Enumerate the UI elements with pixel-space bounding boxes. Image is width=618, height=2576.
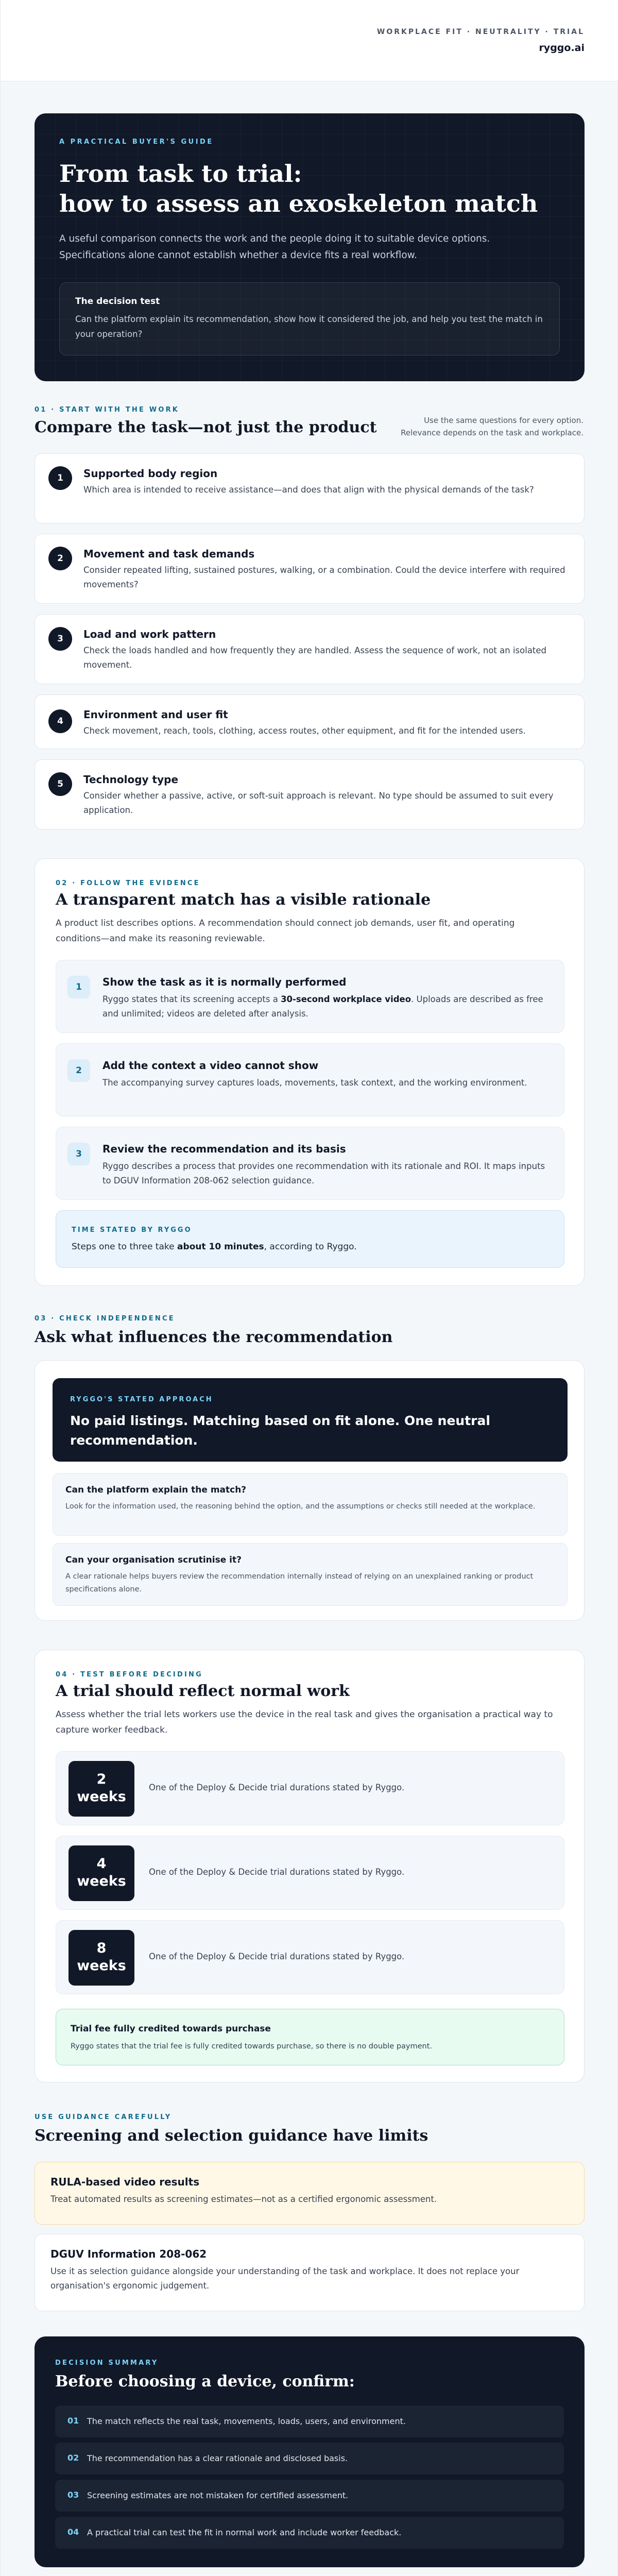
hero-lead: A useful comparison connects the work and the people doing it to suitable device options. Specifications alone cannot establish whether a device fits a real workflow.	[59, 233, 490, 261]
section5-title: Screening and selection guidance have limits	[35, 2127, 428, 2145]
section3-eyebrow: 03 · CHECK INDEPENDENCE	[35, 1315, 175, 1323]
task-title: Movement and task demands	[83, 548, 255, 560]
independence-panel	[35, 1360, 585, 1621]
summary-row-number: 03	[67, 2490, 79, 2500]
header-kicker: WORKPLACE FIT · NEUTRALITY · TRIAL	[376, 28, 585, 36]
trial-duration-number: 8	[96, 1940, 107, 1956]
evidence-step	[56, 1127, 564, 1200]
summary-row	[55, 2480, 564, 2512]
hero-title-line1: From task to trial:	[59, 160, 302, 188]
section4-eyebrow: 04 · TEST BEFORE DECIDING	[56, 1671, 203, 1679]
trial-duration-tile	[68, 1845, 134, 1901]
evidence-step-body-post: . Uploads are described as free and unlimited; videos are deleted after analysis.	[102, 994, 543, 1019]
summary-eyebrow: DECISION SUMMARY	[55, 2359, 159, 2367]
dguv-guidance-title: DGUV Information 208-062	[50, 2248, 207, 2260]
evidence-step-body	[102, 992, 551, 1021]
summary-row	[55, 2405, 564, 2437]
trial-duration-unit: weeks	[77, 1958, 126, 1974]
question-title: Can the platform explain the match?	[65, 1485, 247, 1495]
evidence-step-title: Add the context a video cannot show	[102, 1059, 319, 1072]
evidence-panel	[35, 858, 585, 1286]
section1-eyebrow: 01 · START WITH THE WORK	[35, 406, 180, 414]
evidence-step	[56, 1043, 564, 1116]
rula-guidance-body: Treat automated results as screening estimates—not as a certified ergonomic assessment.	[50, 2194, 437, 2204]
section1-note-line2: Relevance depends on the task and workplace.	[401, 428, 583, 437]
section2-eyebrow: 02 · FOLLOW THE EVIDENCE	[56, 879, 200, 887]
dguv-guidance-box	[35, 2234, 585, 2311]
hero-title-line2: how to assess an exoskeleton match	[59, 190, 538, 217]
summary-row-text: Screening estimates are not mistaken for certified assessment.	[87, 2490, 349, 2500]
hero-card	[35, 113, 585, 381]
task-body: Consider whether a passive, active, or soft-suit approach is relevant. No type should be assumed to suit every application.	[83, 791, 554, 815]
trial-duration-number: 2	[96, 1771, 107, 1787]
summary-title: Before choosing a device, confirm:	[55, 2372, 355, 2391]
summary-row-number: 01	[67, 2416, 79, 2426]
trial-panel	[35, 1650, 585, 2082]
evidence-step-number: 3	[67, 1143, 90, 1165]
evidence-step-title: Review the recommendation and its basis	[102, 1143, 346, 1155]
trial-duration-unit: weeks	[77, 1873, 126, 1889]
trial-duration-number: 4	[96, 1856, 107, 1872]
task-number: 3	[48, 627, 72, 651]
task-body: Consider repeated lifting, sustained postures, walking, or a combination. Could the device interfere with required movements?	[83, 565, 565, 589]
section1-title: Compare the task—not just the product	[35, 418, 377, 436]
evidence-step-body: Ryggo describes a process that provides one recommendation with its rationale and ROI. It maps inputs to DGUV Information 208-062 selection guidance.	[102, 1161, 545, 1185]
evidence-step-body: The accompanying survey captures loads, movements, task context, and the working environment.	[102, 1078, 527, 1088]
task-body: Check the loads handled and how frequently they are handled. Assess the sequence of work, not an isolated movement.	[83, 646, 547, 670]
evidence-step-title: Show the task as it is normally performed	[102, 976, 347, 988]
question-box	[53, 1473, 568, 1536]
task-body: Which area is intended to receive assistance—and does that align with the physical demands of the task?	[83, 485, 534, 495]
question-body: Look for the information used, the reasoning behind the option, and the assumptions or checks still needed at the workplace.	[65, 1502, 536, 1511]
task-card	[35, 534, 585, 604]
trial-duration-card	[56, 1836, 564, 1910]
trial-duration-card	[56, 1751, 564, 1825]
summary-row	[55, 2443, 564, 2475]
trial-credit-title: Trial fee fully credited towards purchase	[71, 2024, 271, 2034]
time-stated-highlight: about 10 minutes	[177, 1242, 264, 1252]
evidence-step	[56, 960, 564, 1033]
task-title: Supported body region	[83, 467, 218, 480]
stated-approach-eyebrow: RYGGO'S STATED APPROACH	[70, 1396, 213, 1403]
task-number: 2	[48, 547, 72, 570]
summary-row-text: The match reflects the real task, movements, loads, users, and environment.	[87, 2416, 406, 2426]
hero-title	[59, 159, 554, 218]
section2-lead: A product list describes options. A recommendation should connect job demands, user fit, and operating conditions—and make its reasoning reviewable.	[56, 918, 515, 944]
task-title: Load and work pattern	[83, 628, 216, 640]
time-stated-eyebrow: TIME STATED BY RYGGO	[72, 1226, 192, 1234]
stated-approach-text	[70, 1411, 544, 1450]
task-card	[35, 453, 585, 523]
task-number: 5	[48, 772, 72, 796]
section2-title: A transparent match has a visible rationale	[56, 891, 431, 909]
trial-duration-tile	[68, 1761, 134, 1817]
section5-eyebrow: USE GUIDANCE CAREFULLY	[35, 2113, 172, 2121]
summary-row-number: 02	[67, 2453, 79, 2463]
trial-duration-card	[56, 1920, 564, 1994]
summary-row-text: A practical trial can test the fit in normal work and include worker feedback.	[87, 2528, 402, 2537]
task-card	[35, 614, 585, 684]
trial-credit-body: Ryggo states that the trial fee is fully credited towards purchase, so there is no double payment.	[71, 2042, 433, 2050]
decision-summary	[35, 2336, 585, 2567]
section1-note-line1: Use the same questions for every option.	[424, 416, 583, 425]
summary-row-number: 04	[67, 2527, 79, 2537]
time-stated-pre: Steps one to three take	[72, 1242, 178, 1252]
trial-duration-desc: One of the Deploy & Decide trial durations stated by Ryggo.	[149, 1952, 405, 1961]
task-title: Technology type	[83, 773, 179, 786]
summary-row-text: The recommendation has a clear rationale and disclosed basis.	[87, 2453, 348, 2463]
task-body: Check movement, reach, tools, clothing, access routes, other equipment, and fit for the intended users.	[83, 726, 526, 736]
task-number: 4	[48, 709, 72, 733]
trial-duration-tile	[68, 1930, 134, 1986]
stated-approach-line2: recommendation.	[70, 1433, 198, 1448]
trial-credit-box	[56, 2009, 564, 2065]
question-box	[53, 1543, 568, 1606]
section4-title: A trial should reflect normal work	[56, 1682, 350, 1700]
rula-guidance-box	[35, 2162, 585, 2225]
task-card	[35, 694, 585, 749]
decision-test-body: Can the platform explain its recommendation, show how it considered the job, and help you test the match in your operation?	[75, 314, 543, 339]
evidence-step-number: 2	[67, 1059, 90, 1082]
question-title: Can your organisation scrutinise it?	[65, 1555, 242, 1565]
section1-note	[401, 414, 583, 439]
stated-approach-quote	[53, 1378, 568, 1462]
rula-guidance-title: RULA-based video results	[50, 2176, 200, 2188]
time-stated-body	[72, 1242, 357, 1252]
dguv-guidance-body: Use it as selection guidance alongside your understanding of the task and workplace. It does not replace your organisation's ergonomic judgement.	[50, 2266, 520, 2291]
section3-title: Ask what influences the recommendation	[35, 1328, 393, 1346]
evidence-step-body-highlight: 30-second workplace video	[281, 994, 411, 1004]
hero-eyebrow: A PRACTICAL BUYER'S GUIDE	[59, 138, 214, 146]
decision-test-box	[59, 282, 560, 355]
trial-duration-unit: weeks	[77, 1789, 126, 1805]
task-title: Environment and user fit	[83, 708, 228, 721]
trial-duration-desc: One of the Deploy & Decide trial durations stated by Ryggo.	[149, 1783, 405, 1792]
time-stated-box	[56, 1210, 564, 1268]
question-body: A clear rationale helps buyers review the recommendation internally instead of relying on an unexplained ranking or product specifications alone.	[65, 1572, 534, 1594]
brand-link[interactable]: ryggo.ai	[539, 42, 585, 54]
stated-approach-line1: No paid listings. Matching based on fit alone. One neutral	[70, 1413, 490, 1428]
evidence-step-number: 1	[67, 976, 90, 998]
decision-test-title: The decision test	[75, 296, 160, 307]
time-stated-post: , according to Ryggo.	[264, 1242, 357, 1252]
task-card	[35, 759, 585, 829]
summary-row	[55, 2517, 564, 2549]
section4-lead: Assess whether the trial lets workers use the device in the real task and gives the organisation a practical way to capture worker feedback.	[56, 1709, 553, 1735]
site-header	[1, 0, 618, 81]
trial-duration-desc: One of the Deploy & Decide trial durations stated by Ryggo.	[149, 1867, 405, 1877]
task-number: 1	[48, 466, 72, 490]
evidence-step-body-pre: Ryggo states that its screening accepts a	[102, 994, 281, 1004]
